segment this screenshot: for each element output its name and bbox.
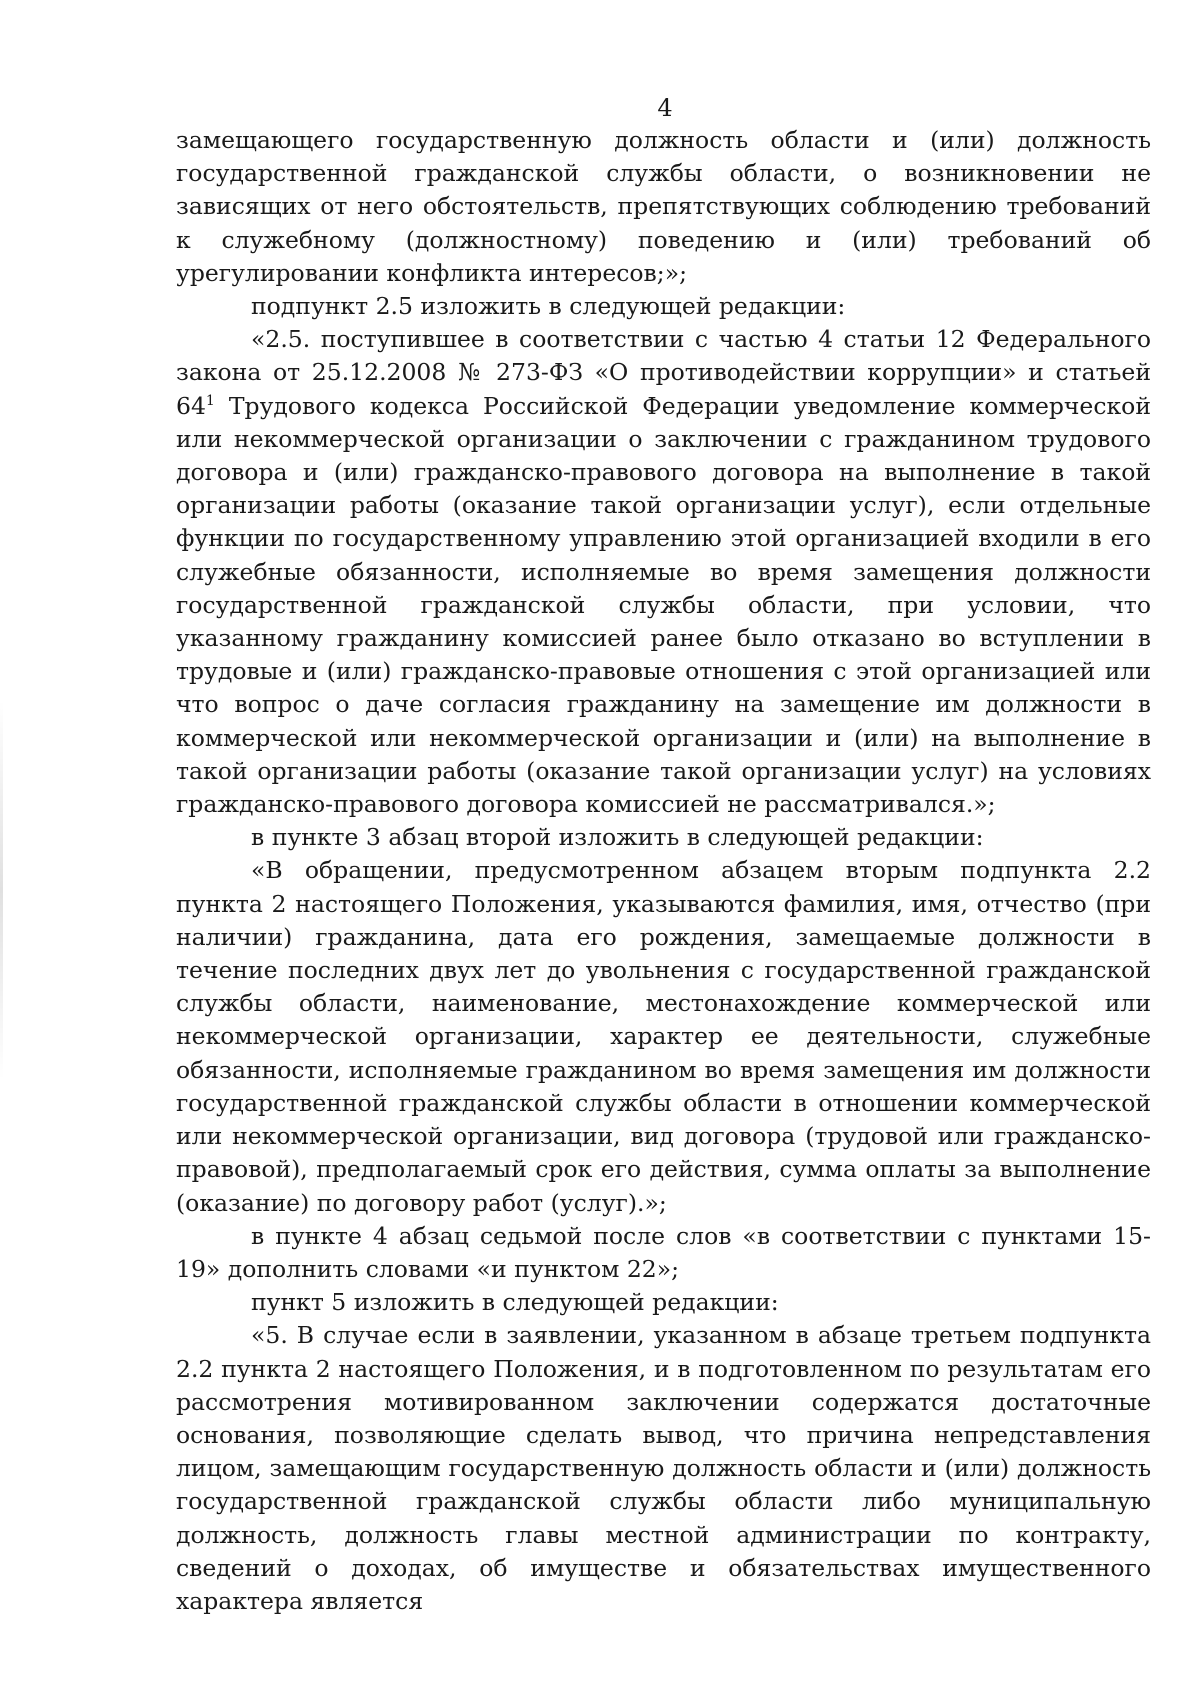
page-number: 4 [657,94,673,122]
paragraph-item-3-instruction: в пункте 3 абзац второй изложить в следующей редакции: [251,823,984,852]
paragraph-subitem-2-5-text-part1: «2.5. поступившее в соответствии с частью 4 статьи 12 Федерального закона от 25.12.2008 № 273-ФЗ «О противодействии коррупции» и статьей 64 [176,325,1151,420]
paragraph-item-4-instruction: в пункте 4 абзац седьмой после слов «в соответствии с пунктами 15-19» дополнить словами «и пунктом 22»; [176,1221,1151,1283]
paragraph-item-3-text: «В обращении, предусмотренном абзацем вторым подпункта 2.2 пункта 2 настоящего Положения, указываются фамилия, имя, отчество (при наличии) гражданина, дата его рождения, замещаемые должности в течение последних двух лет до увольнения с государственной гражданской службы области, наименование, местонахождение коммерческой или некоммерческой организации, характер ее деятельности, служебные обязанности, исполняемые гражданином во время замещения им должности государственной гражданской службы области в отношении коммерческой или некоммерческой организации, вид договора (трудовой или гражданско-правовой), предполагаемый срок его действия, сумма оплаты за выполнение (оказание) по договору работ (услуг).»; [176,856,1151,1217]
paragraph-subitem-2-5-text [176,323,1151,821]
paragraph-subitem-2-5-text-part2: Трудового кодекса Российской Федерации уведомление коммерческой или некоммерческой организации о заключении с гражданином трудового договора и (или) гражданско-правового договора на выполнение в такой организации работы (оказание такой организации услуг), если отдельные функции по государственному управлению этой организацией входили в его служебные обязанности, исполняемые во время замещения должности государственной гражданской службы области, при условии, что указанному гражданину комиссией ранее было отказано во вступлении в трудовые и (или) гражданско-правовые отношения с этой организацией или что вопрос о даче согласия гражданину на замещение им должности в коммерческой или некоммерческой организации и (или) на выполнение в такой организации работы (оказание такой организации услуг) на условиях гражданско-правового договора комиссией не рассматривался.»; [176,391,1151,819]
scan-edge-shadow [0,700,3,1080]
paragraph-continuation: замещающего государственную должность области и (или) должность государственной гражданской службы области, о возникновении не зависящих от него обстоятельств, препятствующих соблюдению требований к служебному (должностному) поведению и (или) требований об урегулировании конфликта интересов;»; [176,126,1151,287]
paragraph-item-5-text: «5. В случае если в заявлении, указанном в абзаце третьем подпункта 2.2 пункта 2 настоящего Положения, и в подготовленном по результатам его рассмотрения мотивированном заключении содержатся достаточные основания, позволяющие сделать вывод, что причина непредставления лицом, замещающим государственную должность области и (или) должность государственной гражданской службы области либо муниципальную должность, должность главы местной администрации по контракту, сведений о доходах, об имуществе и обязательствах имущественного характера является [176,1321,1151,1615]
article-superscript: 1 [205,392,215,409]
paragraph-item-5-instruction: пункт 5 изложить в следующей редакции: [251,1288,779,1317]
document-body [176,124,1151,1618]
paragraph-subitem-2-5-instruction: подпункт 2.5 изложить в следующей редакции: [251,292,846,321]
